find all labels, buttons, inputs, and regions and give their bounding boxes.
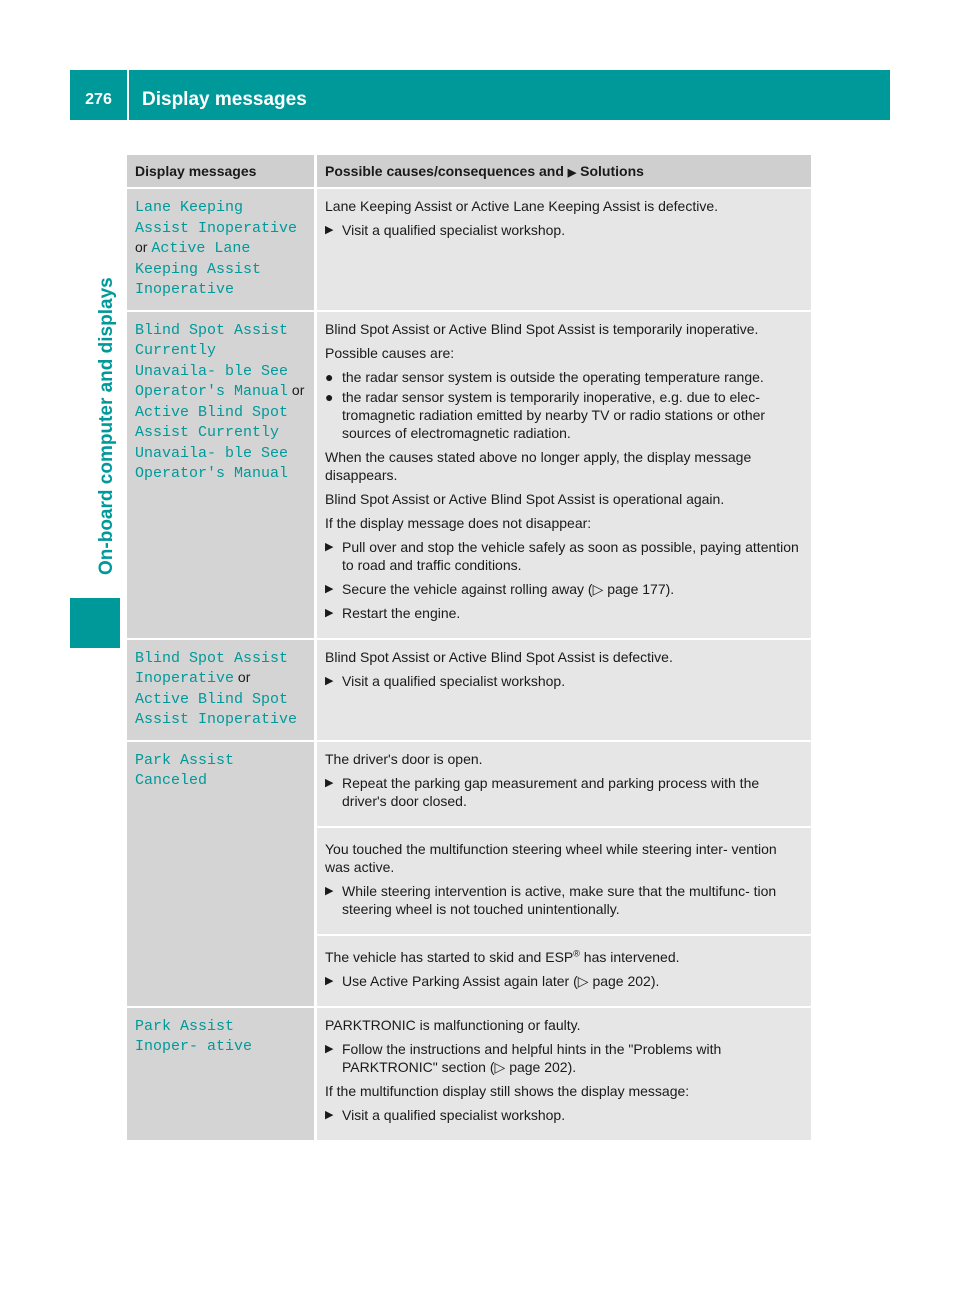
page-title: Display messages: [142, 89, 307, 110]
sidebar-tab-block: [70, 598, 120, 648]
header-divider: [127, 70, 129, 120]
message-cell: Lane Keeping Assist Inoperative or Active Lane Keeping Assist Inoperative: [127, 188, 316, 311]
page-reference[interactable]: page 202).: [592, 972, 660, 989]
display-message: Active Lane Keeping Assist Inoperative: [135, 240, 262, 298]
display-message: Lane Keeping Assist Inoperative: [135, 199, 298, 237]
message-cell: [127, 1007, 316, 1140]
causes-cell: The vehicle has started to skid and ESP® has intervened. ▶ Use Active Parking Assist again later (▷ page 202).: [316, 935, 812, 1007]
arrow-right-icon: ▶: [325, 776, 334, 789]
arrow-right-icon: ▶: [325, 606, 334, 619]
action-step: ▶ Restart the engine.: [325, 604, 461, 621]
display-message: Active Blind Spot Assist Inoperative: [135, 690, 298, 728]
table-header-row: [127, 155, 811, 188]
arrow-right-icon: ▶: [325, 674, 334, 687]
display-message: Park Assist Canceled: [135, 751, 235, 789]
page-number: 276: [85, 91, 112, 108]
message-cell: Blind Spot Assist Currently Unavaila‐ ble See Operator's Manual or Active Blind Spot Assist Currently Unavaila‐ ble See Operator's Manual: [127, 311, 316, 639]
action-step: ▶ Secure the vehicle against rolling away (▷ page 177).: [325, 580, 675, 597]
action-step: ▶ Visit a qualified specialist workshop.: [325, 1106, 566, 1123]
table-row: [127, 639, 811, 741]
arrow-right-icon: ▶: [325, 1042, 334, 1055]
col-header-causes: Possible causes/consequences and ▶ Solutions: [316, 155, 812, 188]
action-step: ▶ Visit a qualified specialist workshop.: [325, 672, 566, 689]
table-row: [127, 188, 811, 311]
action-step: ▶ Follow the instructions and helpful hints in the "Problems with PARKTRONIC" section (▷ page 202).: [325, 1040, 722, 1075]
message-cell: [127, 741, 316, 1007]
causes-cell: PARKTRONIC is malfunctioning or faulty. ▶ Follow the instructions and helpful hints in the "Problems with PARKTRONIC" section (▷ page 202). If the multifunction display still shows the display message: ▶ Visit a qualified specialist workshop.: [316, 1007, 812, 1140]
arrow-right-icon: ▶: [567, 167, 577, 179]
bullet-icon: ●: [325, 368, 334, 385]
page-reference[interactable]: page 202).: [509, 1058, 577, 1075]
list-item: ● the radar sensor system is outside the operating temperature range.: [325, 368, 764, 385]
action-step: ▶ Repeat the parking gap measurement and parking process with the driver's door closed.: [325, 774, 760, 809]
page-reference[interactable]: page 177).: [607, 580, 675, 597]
arrow-right-icon: ▶: [325, 582, 334, 595]
list-item: ● the radar sensor system is temporarily inoperative, e.g. due to elec‐ tromagnetic radiation emitted by nearby TV or radio stations or other sources of electromagnetic radiation.: [325, 388, 766, 441]
message-cell: Blind Spot Assist Inoperative or Active Blind Spot Assist Inoperative: [127, 639, 316, 741]
causes-cell: Blind Spot Assist or Active Blind Spot Assist is temporarily inoperative. Possible causes are: ● the radar sensor system is outside the operating temperature range. ● the radar sensor system is temporarily inoperative, e.g. due to elec‐ tromagnetic radiation emitted by nearby TV or radio stations or other sources of electromagnetic radiation. When the causes stated above no longer apply, the display message disappears. Blind Spot Assist or Active Blind Spot Assist is operational again. If the display message does not disappear: ▶ Pull over and stop the vehicle safely as soon as possible, paying attention to road and traffic conditions. ▶ Secure the vehicle against rolling away (▷ page 177). ▶ Restart the engine.: [316, 311, 812, 639]
table-row: [127, 311, 811, 639]
table-row: [127, 741, 811, 827]
display-messages-table: [127, 155, 811, 1140]
arrow-right-icon: ▶: [325, 1108, 334, 1121]
action-step: ▶ Use Active Parking Assist again later (▷ page 202).: [325, 972, 660, 989]
action-step: ▶ Visit a qualified specialist workshop.: [325, 222, 566, 238]
page-ref-icon: ▷: [577, 972, 593, 989]
action-step: ▶ While steering intervention is active, make sure that the multifunc‐ tion steering wheel is not touched unintentionally.: [325, 882, 777, 917]
page-ref-icon: ▷: [592, 580, 608, 597]
sidebar-label: On-board computer and displays: [96, 277, 117, 575]
arrow-right-icon: ▶: [325, 884, 334, 897]
table-row: [127, 1007, 811, 1140]
action-step: ▶ Pull over and stop the vehicle safely as soon as possible, paying attention to road and traffic conditions.: [325, 538, 799, 573]
display-message: Active Blind Spot Assist Currently Unavaila‐ ble See Operator's Manual: [135, 403, 289, 482]
display-message: Blind Spot Assist Inoperative: [135, 649, 289, 687]
display-message: Park Assist Inoper‐ ative: [135, 1017, 253, 1055]
causes-cell: Lane Keeping Assist or Active Lane Keeping Assist is defective. ▶ Visit a qualified specialist workshop.: [316, 188, 812, 311]
causes-cell: Blind Spot Assist or Active Blind Spot Assist is defective. ▶ Visit a qualified specialist workshop.: [316, 639, 812, 741]
arrow-right-icon: ▶: [325, 974, 334, 987]
display-message: Blind Spot Assist Currently Unavaila‐ ble See Operator's Manual: [135, 321, 289, 400]
arrow-right-icon: ▶: [325, 224, 334, 236]
arrow-right-icon: ▶: [325, 540, 334, 553]
causes-cell: The driver's door is open. ▶ Repeat the parking gap measurement and parking process with the driver's door closed.: [316, 741, 812, 827]
causes-cell: You touched the multifunction steering wheel while steering inter‐ vention was active. ▶ While steering intervention is active, make sure that the multifunc‐ tion steering wheel is not touched unintentionally.: [316, 827, 812, 935]
bullet-icon: ●: [325, 388, 334, 405]
page-ref-icon: ▷: [494, 1058, 510, 1075]
col-header-messages: Display messages: [127, 155, 316, 188]
